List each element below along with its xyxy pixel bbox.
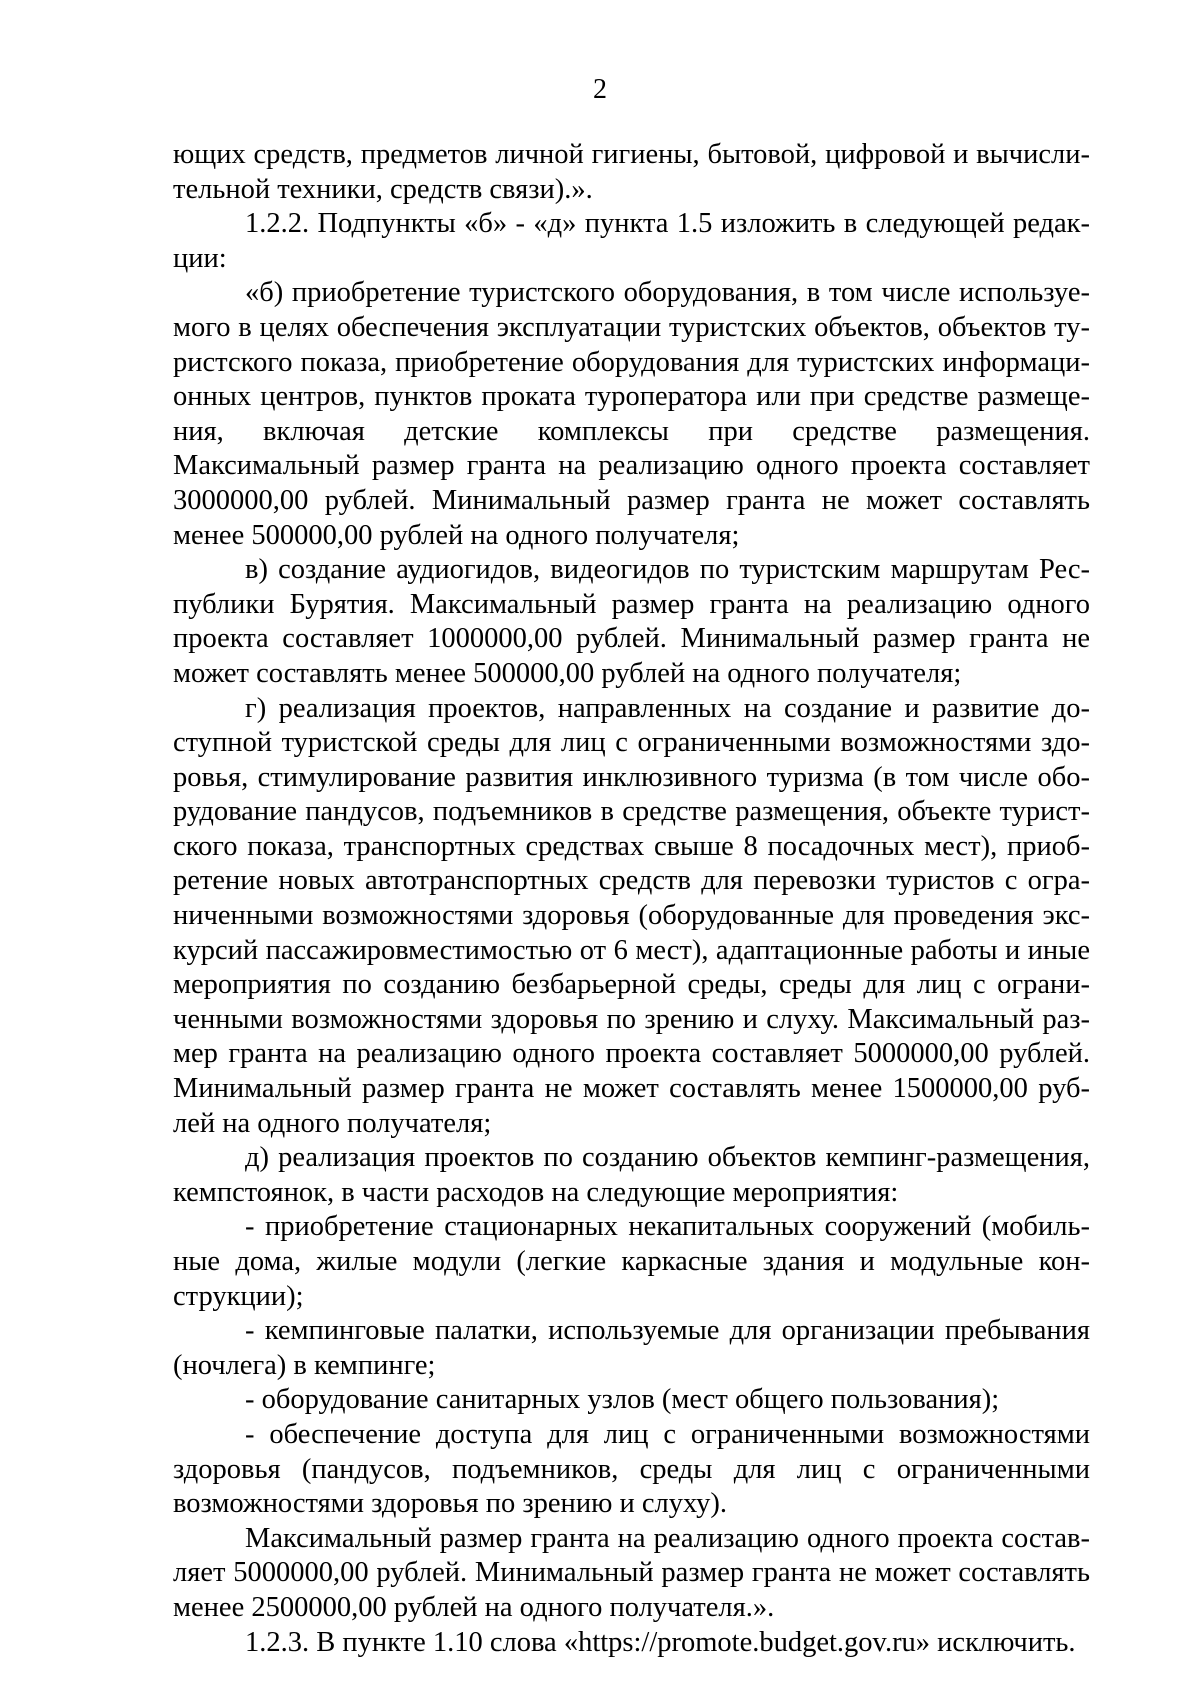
paragraph-1-2-2: 1.2.2. Подпункты «б» - «д» пункта 1.5 изложить в следующей редакции: (173, 208, 1090, 274)
list-item-tents: - кемпинговые палатки, используемые для организации пребывания (ночлега) в кемпинге; (173, 1315, 1090, 1381)
page-number: 2 (593, 74, 607, 105)
paragraph-subitem-v: в) создание аудиогидов, видеогидов по туристским маршрутам Республики Бурятия. Максимальный размер гранта на реализацию одного проекта составляет 1000000,00 рублей. Минимальный размер гранта не может составлять менее 500000,00 рублей на одного получателя; (173, 554, 1090, 689)
paragraph-subitem-b: «б) приобретение туристского оборудования, в том числе используемого в целях обеспечения эксплуатации туристских объектов, объектов туристского показа, приобретение оборудования для туристских информационных центров, пунктов проката туроператора или при средстве размещения, включая детские комплексы при средстве размещения. Максимальный размер гранта на реализацию одного проекта составляет 3000000,00 рублей. Минимальный размер гранта не может составлять менее 500000,00 рублей на одного получателя; (173, 277, 1090, 551)
paragraph-1-2-3: 1.2.3. В пункте 1.10 слова «https://promote.budget.gov.ru» исключить. (245, 1626, 1076, 1658)
document-body (173, 138, 1090, 1660)
list-item-structures: - приобретение стационарных некапитальных сооружений (мобильные дома, жилые модули (легкие каркасные здания и модульные конструкции); (173, 1211, 1090, 1312)
list-item-accessibility: - обеспечение доступа для лиц с ограниченными возможностями здоровья (пандусов, подъемников, среды для лиц с ограниченными возможностями здоровья по зрению и слуху). (173, 1418, 1090, 1520)
paragraph-subitem-g: г) реализация проектов, направленных на создание и развитие доступной туристской среды для лиц с ограниченными возможностями здоровья, стимулирование развития инклюзивного туризма (в том числе оборудование пандусов, подъемников в средстве размещения, объекте туристского показа, транспортных средствах свыше 8 посадочных мест), приобретение новых автотранспортных средств для перевозки туристов с ограниченными возможностями здоровья (оборудованные для проведения экскурсий пассажировместимостью от 6 мест), адаптационные работы и иные мероприятия по созданию безбарьерной среды, среды для лиц с ограниченными возможностями здоровья по зрению и слуху. Максимальный размер гранта на реализацию одного проекта составляет 5000000,00 рублей. Минимальный размер гранта не может составлять менее 1500000,00 рублей на одного получателя; (173, 692, 1090, 1139)
paragraph-subitem-d: д) реализация проектов по созданию объектов кемпинг-размещения, кемпстоянок, в части расходов на следующие мероприятия: (173, 1142, 1090, 1208)
paragraph-continuation: ющих средств, предметов личной гигиены, бытовой, цифровой и вычислительной техники, средств связи).». (173, 139, 1090, 205)
paragraph-max-grant: Максимальный размер гранта на реализацию одного проекта составляет 5000000,00 рублей. Минимальный размер гранта не может составлять менее 2500000,00 рублей на одного получателя.». (173, 1522, 1090, 1623)
list-item-sanitary: - оборудование санитарных узлов (мест общего пользования); (245, 1384, 1000, 1416)
